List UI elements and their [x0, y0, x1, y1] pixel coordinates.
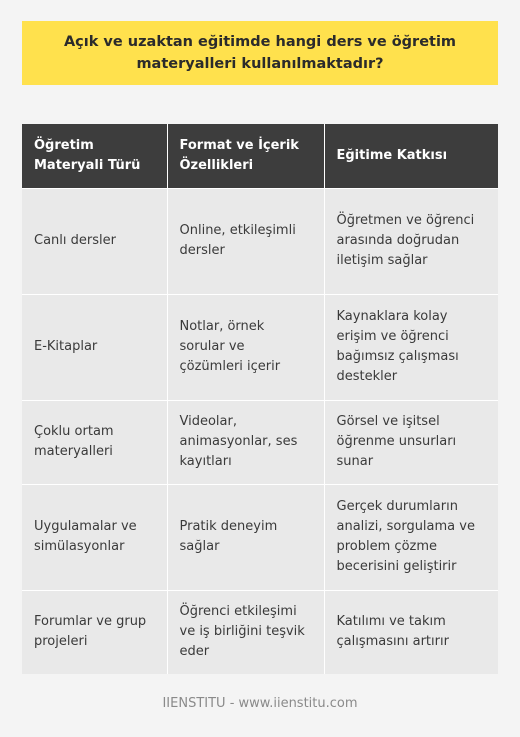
table-row: [22, 484, 498, 590]
cell-contribution: Öğretmen ve öğrenci arasında doğrudan iletişim sağlar: [324, 188, 498, 294]
cell-contribution: Görsel ve işitsel öğrenme unsurları sunar: [324, 400, 498, 484]
cell-format: Online, etkileşimli dersler: [167, 188, 324, 294]
materials-table: [22, 124, 498, 674]
footer-credit: IIENSTITU - www.iienstitu.com: [162, 696, 358, 711]
cell-contribution: Katılımı ve takım çalışmasını artırır: [324, 590, 498, 674]
cell-format: Videolar, animasyonlar, ses kayıtları: [167, 400, 324, 484]
cell-format: Öğrenci etkileşimi ve iş birliğini teşvik eder: [167, 590, 324, 674]
cell-material-type: Uygulamalar ve simülasyonlar: [22, 484, 167, 590]
table-row: [22, 188, 498, 294]
table-row: [22, 590, 498, 674]
header-material-type: Öğretim Materyali Türü: [22, 124, 167, 188]
cell-format: Pratik deneyim sağlar: [167, 484, 324, 590]
header-contribution: Eğitime Katkısı: [324, 124, 498, 188]
table-row: [22, 294, 498, 400]
cell-material-type: Forumlar ve grup projeleri: [22, 590, 167, 674]
cell-contribution: Kaynaklara kolay erişim ve öğrenci bağımsız çalışması destekler: [324, 294, 498, 400]
table-header-row: [22, 124, 498, 188]
header-format: Format ve İçerik Özellikleri: [167, 124, 324, 188]
cell-material-type: Çoklu ortam materyalleri: [22, 400, 167, 484]
cell-material-type: E-Kitaplar: [22, 294, 167, 400]
title-banner: [22, 21, 498, 85]
cell-format: Notlar, örnek sorular ve çözümleri içerir: [167, 294, 324, 400]
page-title: Açık ve uzaktan eğitimde hangi ders ve öğretim materyalleri kullanılmaktadır?: [63, 34, 457, 72]
cell-contribution: Gerçek durumların analizi, sorgulama ve problem çözme becerisini geliştirir: [324, 484, 498, 590]
table-row: [22, 400, 498, 484]
cell-material-type: Canlı dersler: [22, 188, 167, 294]
